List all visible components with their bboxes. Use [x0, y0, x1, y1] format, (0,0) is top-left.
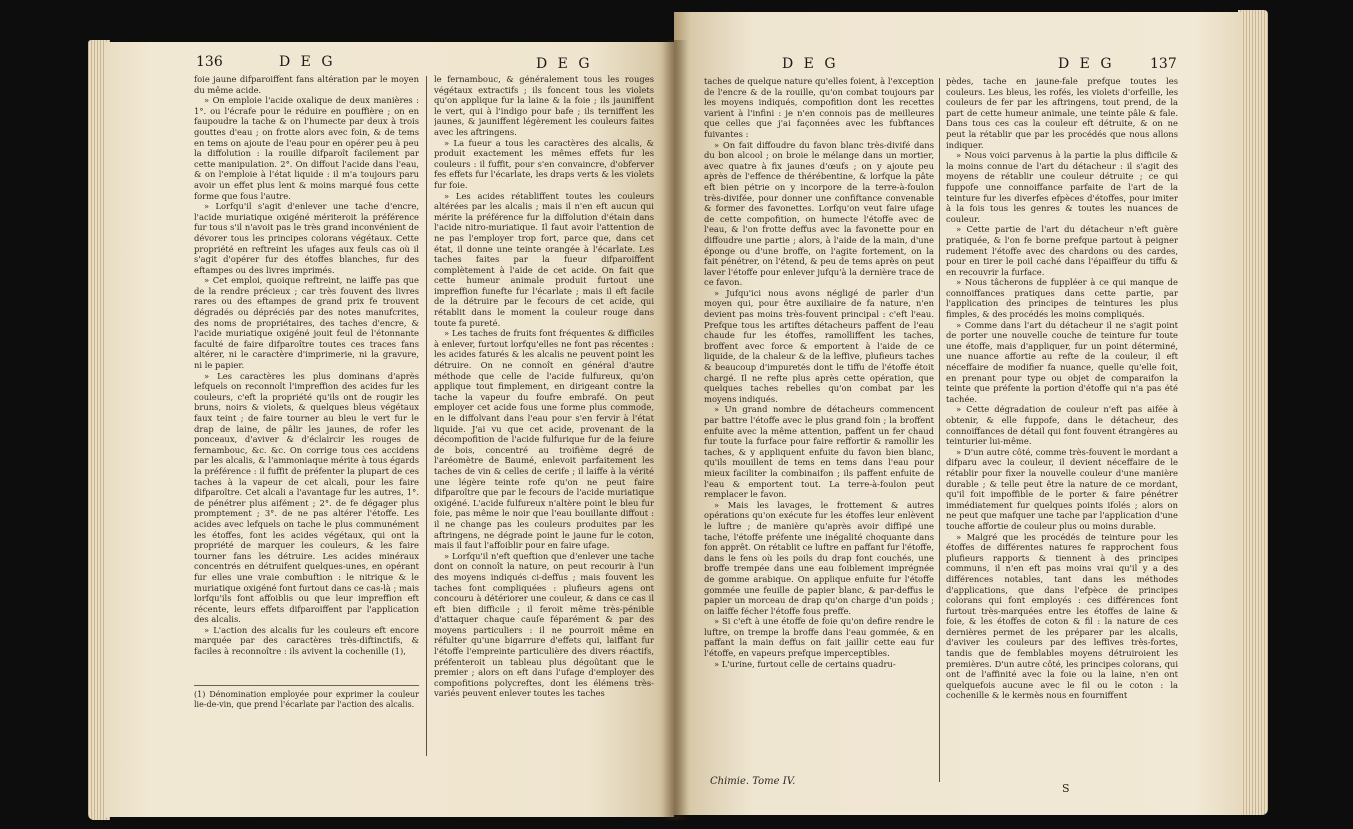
footnote-rule — [194, 685, 419, 686]
paragraph: » On fait diffoudre du favon blanc très-divifé dans du bon alcool ; on broie le mélange dans un mortier, avec quatre à fix jaunes d'œufs ; on y ajoute peu après de l'effence de thérébentine, & lorfque la pâte eft bien pétrie on y incorpore de la terre-à-foulon très-divifée, pour donner une confiftance convenable & former des favonettes. Lorfqu'on veut faire ufage de cette compofition, on humecte l'étoffe avec de l'eau, & l'on frotte deffus avec la favonette pour en diffoudre une partie ; alors, à l'aide de la main, d'une éponge ou d'une broffe, on l'agite fortement, on la fait pénétrer, on l'étend, & peu de tems après on peut laver l'étoffe pour enlever jufqu'à la dernière trace de ce favon. — [704, 139, 934, 288]
book-gutter — [662, 40, 688, 820]
footnote: (1) Dénomination employée pour exprimer la couleur lie-de-vin, que prend l'écarlate par l'action des alcalis. — [194, 690, 419, 709]
column-rule — [939, 78, 940, 782]
paragraph: » Si c'eft à une étoffe de foie qu'on defire rendre le luftre, on trempe la broffe dans l'eau gommée, & en paffant la main deffus on fait jaillir cette eau fur l'étoffe, en vapeurs prefque imperceptibles. — [704, 616, 934, 659]
left-page-number: 136 — [196, 54, 223, 70]
right-header-a: D E G — [782, 56, 839, 72]
right-header-b: D E G — [1058, 56, 1115, 72]
right-page-number: 137 — [1150, 56, 1177, 72]
paragraph: taches de quelque nature qu'elles foient, à l'exception de l'encre & de la rouille, qu'on combat toujours par les moyens indiqués, compofition dont les recettes varient à l'infini : je n'en connois pas de meilleures que celles que j'ai façonnées avec les fubftances fuivantes : — [704, 76, 934, 139]
paragraph: » Nous voici parvenus à la partie la plus difficile & la moins connue de l'art du détacheur : il s'agit des moyens de rétablir une couleur détruite ; ce qui fuppofe une connoiffance parfaite de l'art de la teinture fur les diverfes efpèces d'étoffes, pour imiter à la fois tous les genres & toutes les nuances de couleur. — [946, 150, 1178, 224]
left-column-1 — [194, 74, 419, 674]
paragraph: » Un grand nombre de détacheurs commencent par battre l'étoffe avec le plus grand foin ; la broffent enfuite avec la même attention, paffent un fer chaud fur toute la furface pour faire reffortir & ramollir les taches, & y appliquent enfuite du favon bien blanc, qu'ils mouillent de tems en tems dans l'eau pour mieux faciliter la combinaifon ; ils paffent enfuite de l'eau & emportent tout. La terre-à-foulon peut remplacer le favon. — [704, 404, 934, 500]
left-header-a: D E G — [279, 54, 336, 70]
paragraph: » L'action des alcalis fur les couleurs eft encore marquée par des caractères très-diftinctifs, & faciles à reconnoître : ils avivent la cochenille (1), — [194, 624, 419, 657]
right-column-2 — [946, 76, 1178, 780]
left-column-2 — [434, 74, 654, 774]
paragraph: » Mais les lavages, le frottement & autres opérations qu'on exécute fur les étoffes leur enlèvent le luftre ; de manière qu'après avoir diffipé une tache, l'étoffe préfente une inégalité choquante dans fon apprêt. On rétablit ce luftre en paffant fur l'étoffe, dans le fens où les poils du drap font couchés, une broffe trempée dans une eau foiblement imprégnée de gomme arabique. On applique enfuite fur l'étoffe gommée une feuille de papier blanc, & par-deffus le papier un morceau de drap qu'on charge d'un poids ; on laiffe fécher l'étoffe fous preffe. — [704, 499, 934, 616]
paragraph: » Comme dans l'art du détacheur il ne s'agit point de porter une nouvelle couche de teinture fur toute une étoffe, mais d'appliquer, fur un point déterminé, une nuance affortie au refte de la couleur, il eft néceffaire de modifier fa nuance, quelle qu'elle foit, en prenant pour type ou objet de comparaifon la teinte que préfente la portion d'étoffe qui n'a pas été tachée. — [946, 319, 1178, 404]
paragraph: » Lorfqu'il s'agit d'enlever une tache d'encre, l'acide muriatique oxigéné mériteroit la préférence fur tous s'il n'avoit pas le très grand inconvénient de dévorer tous les principes colorans végétaux. Cette propriété en reftreint les ufages aux feuls cas où il s'agit d'opérer fur des étoffes blanches, fur des eftampes ou des livres imprimés. — [194, 201, 419, 275]
column-rule — [426, 76, 427, 756]
paragraph: » L'urine, furtout celle de certains quadru- — [714, 658, 896, 669]
left-header-b: D E G — [536, 56, 593, 72]
right-page-edges — [1238, 10, 1268, 815]
right-column-1 — [704, 76, 934, 766]
paragraph: » Cette dégradation de couleur n'eft pas aifée à obtenir, & elle fuppofe, dans le détacheur, des connoiffances de détail qui font fouvent étrangères au teinturier lui-même. — [946, 404, 1178, 447]
paragraph: pèdes, tache en jaune-fale prefque toutes les couleurs. Les bleus, les rofés, les violets d'orfeille, les couleurs de fer par les aftringens, tout prend, de la part de cette humeur animale, une teinte pâle & fale. Dans tous ces cas la couleur eft détruite, & on ne peut la rétablir que par les procédés que nous allons indiquer. — [946, 76, 1178, 150]
paragraph: » Cette partie de l'art du détacheur n'eft guère pratiquée, & l'on fe borne prefque partout à peigner rudement l'étoffe avec des chardons ou des cardes, pour en tirer le poil caché dans l'épaiffeur du tiffu & en recouvrir la furface. — [946, 224, 1178, 277]
paragraph: » Cet emploi, quoique reftreint, ne laiffe pas que de la rendre précieux ; car très fouvent des livres rares ou des eftampes de grand prix fe trouvent dégradés ou dépréciés par des notes manufcrites, des noms de propriétaires, des taches d'encre, & l'acide muriatique oxigéné jouit feul de l'étonnante faculté de faire difparoître toutes ces traces fans altérer, ni le caractère d'imprimerie, ni la gravure, ni le papier. — [194, 275, 419, 371]
paragraph: » Les taches de fruits font fréquentes & difficiles à enlever, furtout lorfqu'elles ne font pas récentes : les acides faturés & les alcalis ne peuvent point les détruire. On ne connoît en général d'autre méthode que celle de l'acide fulfureux, qu'on applique tout fimplement, en dirigeant contre la tache la vapeur du foufre embrafé. On peut employer cet acide fous une forme plus commode, en le diffolvant dans l'eau pour s'en fervir à l'état liquide. J'ai vu que cet acide, provenant de la décompofition de l'acide fulfurique fur de la feiure de bois, concentré au troifième degré de l'aréomètre de Baumé, enlevoit parfaitement les taches de vin & celles de cerife ; il laiffe à la vérité une légère teinte rofe qu'on ne peut faire difparoître que par le fecours de l'acide muriatique oxigéné. L'acide fulfureux n'altère point le bleu fur foie, pas même le noir que l'eau bouillante diffout : il ne change pas les couleurs produites par les aftringens, ne dégrade point le jaune fur le coton, mais il faut l'affoiblir pour en faire ufage. — [434, 328, 654, 551]
signature-mark: S — [1062, 782, 1070, 795]
paragraph: foie jaune difparoiffent fans altération par le moyen du même acide. — [194, 74, 419, 95]
paragraph: » On emploie l'acide oxalique de deux manières : 1°. ou l'écrafe pour le réduire en pouffière ; on en faupoudre la tache & on l'humecte par deux à trois gouttes d'eau ; on frotte alors avec foin, & de tems en tems on ajoute de l'eau pour en opérer peu à peu la diffolution : la rouille difparoît facilement par cette manipulation. 2°. On diffout l'acide dans l'eau, & on l'emploie à l'état liquide : il m'a toujours paru avoir un effet plus lent & moins marqué fous cette forme que fous l'autre. — [194, 95, 419, 201]
paragraph: » D'un autre côté, comme très-fouvent le mordant a difparu avec la couleur, il devient néceffaire de le rétablir pour fixer la nouvelle couleur d'une manière durable ; & telle peut être la nature de ce mordant, qu'il foit impoffible de le porter & faire pénétrer immédiatement fur quelques points ifolés ; alors on ne peut que mafquer une tache par l'application d'une touche affortie de couleur plus ou moins durable. — [946, 446, 1178, 531]
paragraph: » Lorfqu'il n'eft queftion que d'enlever une tache dont on connoît la nature, on peut recourir à l'un des moyens indiqués ci-deffus ; mais fouvent les taches font compliquées : plufieurs agens ont concouru à détériorer une couleur, & dans ce cas il eft bien difficile ; il feroit même très-pénible d'attaquer chaque cauſe féparément & par des moyens particuliers : il ne pourroit même en réfulter qu'une bigarrure d'effets qui, laiffant fur l'étoffe l'empreinte particulière des divers réactifs, préfenteroit un tableau plus dégoûtant que le premier ; alors on eft dans l'ufage d'employer des compofitions polycreftes, dont les élémens très-variés peuvent enlever toutes les taches — [434, 550, 654, 699]
paragraph: » Jufqu'ici nous avons négligé de parler d'un moyen qui, pour être auxiliaire de fa nature, n'en devient pas moins très-fouvent principal : c'eft l'eau. Prefque tous les artiftes détacheurs paffent de l'eau chaude fur les étoffes, ramolliffent les taches, broffent avec force & emportent à l'aide de ce liquide, de la chaleur & de la leffive, plufieurs taches & beaucoup d'impuretés dont le tiffu de l'étoffe étoit chargé. Il ne refte plus après cette opération, que quelques taches rebelles qu'on combat par les moyens indiqués. — [704, 287, 934, 404]
footer-volume: Chimie. Tome IV. — [710, 776, 796, 787]
paragraph: le fernambouc, & généralement tous les rouges végétaux extractifs ; ils foncent tous les violets qu'on applique fur la laine & la foie ; ils jauniffent le vert, qui à l'indigo pour bafe ; ils terniffent les jaunes, & jauniffent légèrement les couleurs faites avec les aftringens. — [434, 74, 654, 137]
paragraph: » Les caractères les plus dominans d'après lefquels on reconnoît l'impreffion des acides fur les couleurs, c'eft la propriété qu'ils ont de rougir les bruns, noirs & violets, & quelques bleus végétaux faux teint ; de faire tourner au bleu le vert fur le drap de laine, de pâlir les jaunes, de rofer les ponceaux, d'aviver & d'éclaircir les rouges de fernambouc, &c. &c. On corrige tous ces accidens par les alcalis, & l'ammoniaque mérite à tous égards la préférence : il fuffit de préfenter la plupart de ces taches à la vapeur de cet alcali, pour les faire difparoître. Cet alcali a l'avantage fur les autres, 1°. de pénétrer plus aifément ; 2°. de fe dégager plus promptement ; 3°. de ne pas altérer l'étoffe. Les acides avec lefquels on tache le plus communément les étoffes, font les acides végétaux, qui ont la propriété de marquer les couleurs, & les faire tourner fans les détruire. Les acides minéraux concentrés en détruifent quelques-unes, en opérant fur elles une vraie combuftion : le nitrique & le muriatique oxigéné font furtout dans ce cas-là ; mais lorfqu'ils font affoiblis ou que leur impreffion eft récente, leurs effets difparoiffent par l'application des alcalis. — [194, 370, 419, 625]
paragraph: » Nous tâcherons de fuppléer à ce qui manque de connoiffances pratiques dans cette partie, par l'application des principes de teintures les plus fimples, & des procédés les moins compliqués. — [946, 277, 1178, 320]
paragraph: » Les acides rétabliffent toutes les couleurs altérées par les alcalis ; mais il n'en eft aucun qui mérite la préférence fur la diffolution d'étain dans l'acide nitro-muriatique. Il faut avoir l'attention de ne pas l'employer trop fort, parce que, dans cet état, il donne une teinte orangée à l'écarlate. Les taches faites par la fueur difparoiffent complètement à l'aide de cet acide. On fait que cette humeur animale produit furtout une impreffion funefte fur l'écarlate ; mais il eft facile de la détruire par le fecours de cet acide, qui rétablit dans le moment la couleur rouge dans toute fa pureté. — [434, 190, 654, 328]
paragraph: » Malgré que les procédés de teinture pour les étoffes de différentes natures fe rapprochent fous plufieurs rapports & tiennent à des principes communs, il n'en eft pas moins vrai qu'il y a des différences notables, tant dans les méthodes d'applications, que dans l'efpèce de principes colorans qui font employés : ces différences font furtout très-marquées entre les étoffes de laine & foie, & les étoffes de coton & fil : la nature de ces dernières permet de les préparer par les alcalis, d'aviver les couleurs par des leffives très-fortes, tandis que de femblables moyens détruiroient les premières. D'un autre côté, les principes colorans, qui ont de l'affinité avec la foie ou la laine, n'en ont quelquefois aucune avec le fil ou le coton : la cochenille & le kermès nous en fourniffent — [946, 531, 1178, 701]
left-page — [104, 42, 674, 817]
paragraph: » La fueur a tous les caractères des alcalis, & produit exactement les mêmes effets fur les couleurs : il fuffit, pour s'en convaincre, d'obferver fes effets fur l'écarlate, les draps verts & les violets fur foie. — [434, 137, 654, 190]
right-page — [674, 12, 1242, 815]
